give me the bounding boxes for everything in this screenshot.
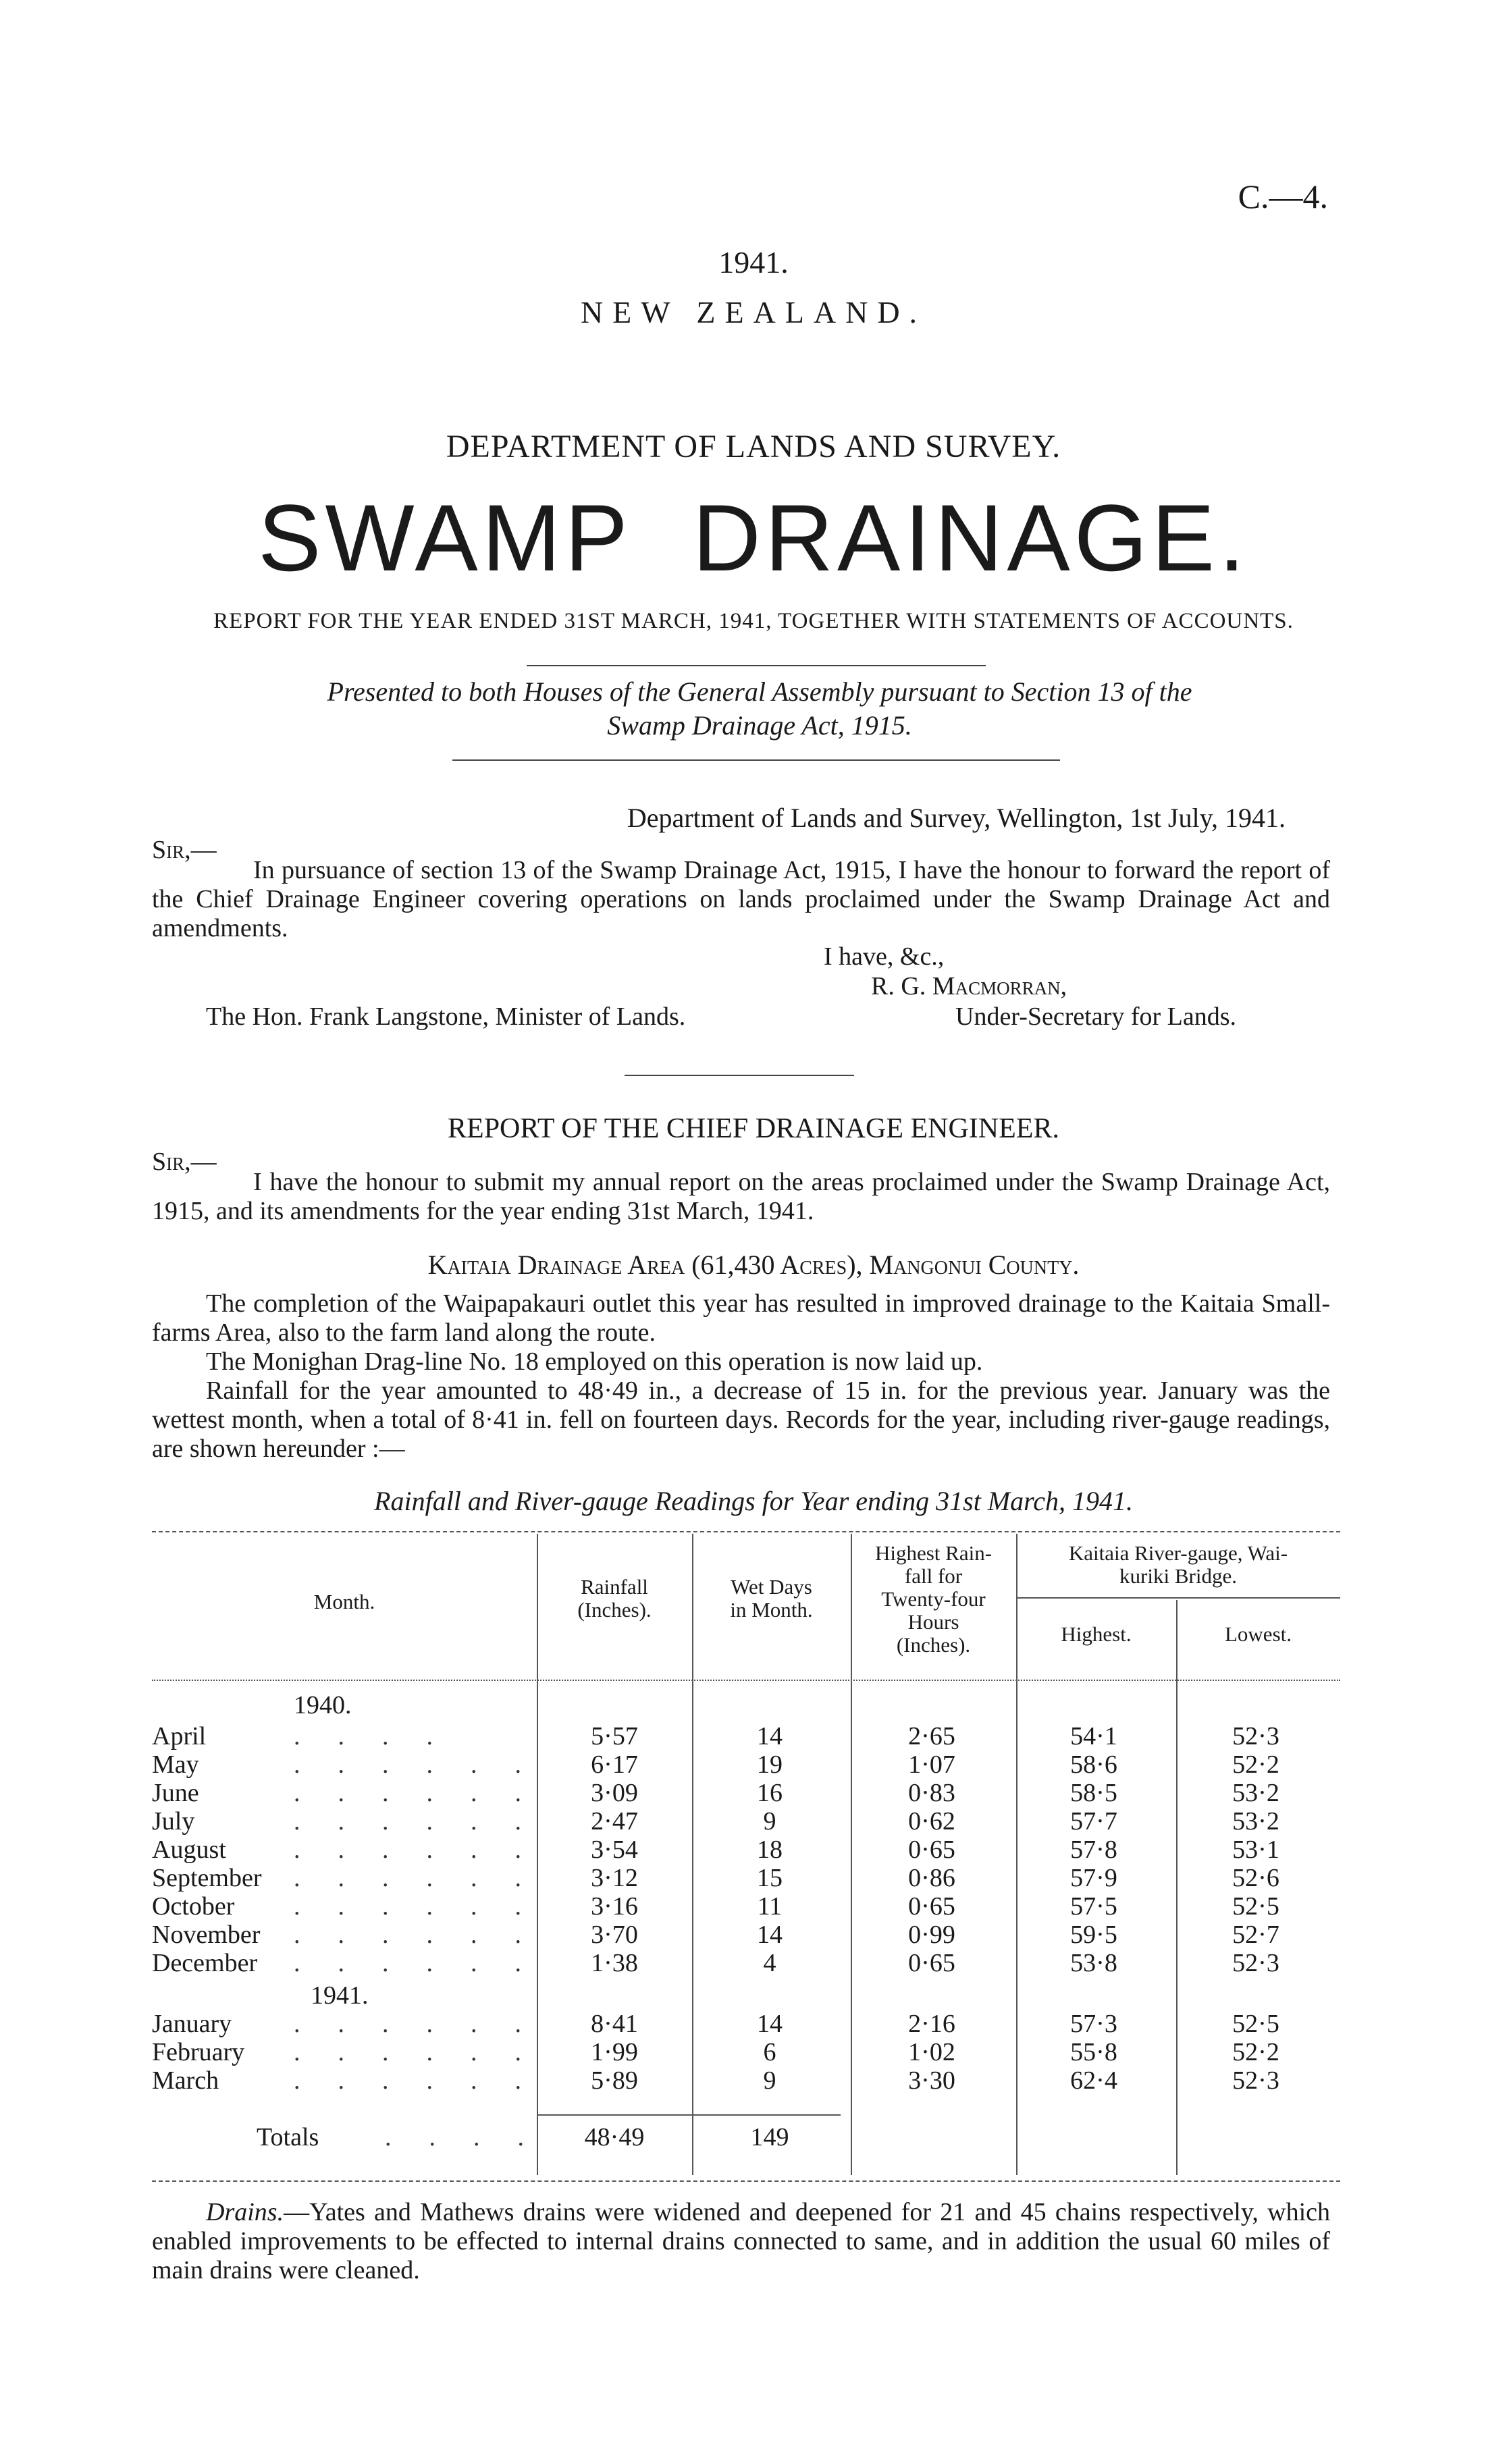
rainfall-cell: 3·54 [591,1836,638,1864]
month-cell: November [152,1921,261,1949]
wet-days-cell: 19 [757,1750,783,1779]
report-salutation: Sir,— [152,1148,217,1176]
wet-days-cell: 4 [763,1949,776,1977]
leader-dots: ...... [294,1949,559,1977]
header-wet-days-line: Wet Days [731,1575,812,1599]
wet-days-cell: 9 [763,1807,776,1836]
leader-dots: ...... [294,1750,559,1779]
header-rainfall-line: Rainfall [581,1575,648,1599]
rainfall-cell: 3·16 [591,1892,638,1921]
rainfall-cell: 1·38 [591,1949,638,1977]
max-24h-cell: 0·65 [908,1836,955,1864]
presented-line-2: Swamp Drainage Act, 1915. [607,710,912,741]
table-bottom-rule [152,2180,1340,2182]
gauge-highest-cell: 57·8 [1070,1836,1117,1864]
drains-text: —Yates and Mathews drains were widened and deepened for 21 and 45 chains respectively, which enabled improvements to be effected to internal drains connected to same, and in addition the usual 60 miles of main drains were cleaned. [152,2198,1330,2284]
table-row [152,1863,1340,1892]
drains-paragraph [152,2198,1330,2285]
letter-signatory: R. G. Macmorran, [871,972,1067,1000]
month-cell: December [152,1949,258,1977]
gauge-highest-cell: 58·5 [1070,1779,1117,1807]
max-24h-cell: 2·65 [908,1722,955,1750]
max-24h-cell: 0·65 [908,1949,955,1977]
gauge-lowest-cell: 53·2 [1232,1779,1279,1807]
table-row [152,2037,1340,2066]
leader-dots: ...... [294,2038,559,2066]
gauge-highest-cell: 57·7 [1070,1807,1117,1836]
gauge-highest-cell: 57·5 [1070,1892,1117,1921]
leader-dots: ...... [294,1836,559,1864]
header-highest-rainfall [851,1542,1016,1657]
rainfall-cell: 3·70 [591,1921,638,1949]
header-highest-line: (Inches). [896,1633,971,1657]
letter-dateline: Department of Lands and Survey, Wellington, 1st July, 1941. [627,803,1286,833]
max-24h-cell: 1·02 [908,2038,955,2066]
wet-days-cell: 14 [757,1722,783,1750]
leader-dots: .... [385,2123,562,2151]
month-cell: May [152,1750,199,1779]
header-highest-line: Twenty-four [881,1587,986,1611]
header-gauge-line: Kaitaia River-gauge, Wai- [1068,1541,1288,1565]
gauge-lowest-cell: 52·5 [1232,2010,1279,2038]
divider [452,759,1060,761]
month-cell: August [152,1836,226,1864]
header-river-gauge [1016,1542,1340,1588]
wet-days-cell: 9 [763,2066,776,2095]
rainfall-cell: 1·99 [591,2038,638,2066]
report-heading: REPORT OF THE CHIEF DRAINAGE ENGINEER. [448,1113,1059,1144]
rainfall-cell: 2·47 [591,1807,638,1836]
gauge-lowest-cell: 52·3 [1232,1722,1279,1750]
report-paragraph: The completion of the Waipapakauri outlet this year has resulted in improved drainage to the Kaitaia Small-farms Area, also to the farm land along the route. [152,1289,1330,1347]
month-cell: October [152,1892,235,1921]
letter-salutation: Sir,— [152,836,217,864]
gauge-lowest-cell: 52·3 [1232,1949,1279,1977]
table-row [152,1721,1340,1750]
document-reference: C.—4. [1238,178,1328,215]
gauge-highest-cell: 54·1 [1070,1722,1117,1750]
gauge-highest-cell: 57·9 [1070,1864,1117,1892]
divider [527,665,986,666]
month-cell: March [152,2066,219,2095]
header-rainfall [537,1576,692,1622]
leader-dots: ...... [294,1779,559,1807]
title-word-2: DRAINAGE. [692,485,1249,591]
header-highest-line: fall for [904,1564,963,1588]
gauge-lowest-cell: 52·6 [1232,1864,1279,1892]
header-gauge-lowest: Lowest. [1224,1622,1292,1646]
max-24h-cell: 2·16 [908,2010,955,2038]
drains-label: Drains. [206,2198,284,2226]
table-row [152,1778,1340,1806]
totals-wet-days: 149 [750,2123,789,2151]
wet-days-cell: 14 [757,1921,783,1949]
month-cell: July [152,1807,195,1836]
header-wet-days-line: in Month. [730,1598,813,1622]
table-row [152,2009,1340,2037]
totals-rainfall: 48·49 [584,2123,645,2151]
table-caption: Rainfall and River-gauge Readings for Year ending 31st March, 1941. [374,1486,1133,1516]
gauge-highest-cell: 58·6 [1070,1750,1117,1779]
area-heading: Kaitaia Drainage Area (61,430 Acres), Mangonui County. [427,1250,1080,1280]
table-top-rule [152,1531,1340,1532]
wet-days-cell: 11 [757,1892,783,1921]
max-24h-cell: 1·07 [908,1750,955,1779]
table-row [152,1806,1340,1835]
wet-days-cell: 16 [757,1779,783,1807]
table-rule [537,2114,841,2116]
table-row [152,1835,1340,1863]
header-highest-line: Highest Rain- [874,1541,993,1565]
table-header-rule [152,1680,1340,1681]
rainfall-cell: 3·12 [591,1864,638,1892]
gauge-lowest-cell: 52·3 [1232,2066,1279,2095]
rainfall-cell: 3·09 [591,1779,638,1807]
year-label: 1940. [294,1691,352,1719]
header-gauge-line: kuriki Bridge. [1119,1564,1237,1588]
max-24h-cell: 0·83 [908,1779,955,1807]
gauge-lowest-cell: 53·1 [1232,1836,1279,1864]
max-24h-cell: 0·99 [908,1921,955,1949]
rainfall-cell: 8·41 [591,2010,638,2038]
letter-signatory-title: Under-Secretary for Lands. [955,1002,1236,1031]
report-subtitle: REPORT FOR THE YEAR ENDED 31ST MARCH, 1941, TOGETHER WITH STATEMENTS OF ACCOUNTS. [213,609,1294,633]
rainfall-cell: 5·57 [591,1722,638,1750]
leader-dots: ...... [294,2010,559,2038]
totals-label: Totals [257,2123,319,2151]
max-24h-cell: 0·62 [908,1807,955,1836]
gauge-lowest-cell: 53·2 [1232,1807,1279,1836]
rainfall-cell: 6·17 [591,1750,638,1779]
divider [625,1075,854,1076]
max-24h-cell: 0·65 [908,1892,955,1921]
gauge-highest-cell: 53·8 [1070,1949,1117,1977]
document-title [0,483,1507,593]
report-year: 1941. [718,245,789,279]
gauge-lowest-cell: 52·5 [1232,1892,1279,1921]
totals-row [152,2122,1340,2151]
title-word-1: SWAMP [258,485,632,591]
header-wet-days [692,1576,851,1622]
wet-days-cell: 6 [763,2038,776,2066]
country-heading: NEW ZEALAND. [580,295,927,329]
table-row [152,1948,1340,1977]
gauge-highest-cell: 59·5 [1070,1921,1117,1949]
gauge-lowest-cell: 52·2 [1232,2038,1279,2066]
gauge-highest-cell: 57·3 [1070,2010,1117,2038]
max-24h-cell: 0·86 [908,1864,955,1892]
gauge-highest-cell: 55·8 [1070,2038,1117,2066]
leader-dots: .... [294,1722,471,1750]
report-intro: I have the honour to submit my annual report on the areas proclaimed under the Swamp Drainage Act, 1915, and its amendments for the year ending 31st March, 1941. [152,1168,1330,1225]
table-row [152,2066,1340,2094]
month-cell: February [152,2038,245,2066]
gauge-highest-cell: 62·4 [1070,2066,1117,2095]
wet-days-cell: 14 [757,2010,783,2038]
letter-body: In pursuance of section 13 of the Swamp Drainage Act, 1915, I have the honour to forward the report of the Chief Drainage Engineer covering operations on lands proclaimed under the Swamp Drainage Act and amendments. [152,856,1330,942]
leader-dots: ...... [294,1892,559,1921]
wet-days-cell: 15 [757,1864,783,1892]
table-row [152,1920,1340,1948]
header-month: Month. [313,1590,375,1613]
gauge-lowest-cell: 52·2 [1232,1750,1279,1779]
gauge-lowest-cell: 52·7 [1232,1921,1279,1949]
header-gauge-highest: Highest. [1061,1622,1132,1646]
month-cell: June [152,1779,199,1807]
leader-dots: ...... [294,1921,559,1949]
report-paragraph: Rainfall for the year amounted to 48·49 in., a decrease of 15 in. for the previous year. January was the wettest month, when a total of 8·41 in. fell on fourteen days. Records for the year, including river-gauge readings, are shown hereunder :— [152,1376,1330,1463]
letter-addressee: The Hon. Frank Langstone, Minister of Lands. [206,1002,686,1031]
department-heading: DEPARTMENT OF LANDS AND SURVEY. [446,429,1061,464]
table-row [152,1750,1340,1778]
leader-dots: ...... [294,1807,559,1836]
leader-dots: ...... [294,2066,559,2095]
wet-days-cell: 18 [757,1836,783,1864]
year-label: 1941. [311,1981,369,2010]
table-rule [1016,1597,1340,1599]
header-rainfall-line: (Inches). [577,1598,652,1622]
presented-line-1: Presented to both Houses of the General Assembly pursuant to Section 13 of the [327,676,1192,707]
month-cell: September [152,1864,262,1892]
leader-dots: ...... [294,1864,559,1892]
month-cell: January [152,2010,232,2038]
letter-closing: I have, &c., [824,942,945,971]
rainfall-cell: 5·89 [591,2066,638,2095]
month-cell: April [152,1722,207,1750]
table-row [152,1892,1340,1920]
presented-note [263,675,1256,743]
report-paragraph: The Monighan Drag-line No. 18 employed on this operation is now laid up. [206,1347,983,1376]
header-highest-line: Hours [907,1610,959,1634]
max-24h-cell: 3·30 [908,2066,955,2095]
